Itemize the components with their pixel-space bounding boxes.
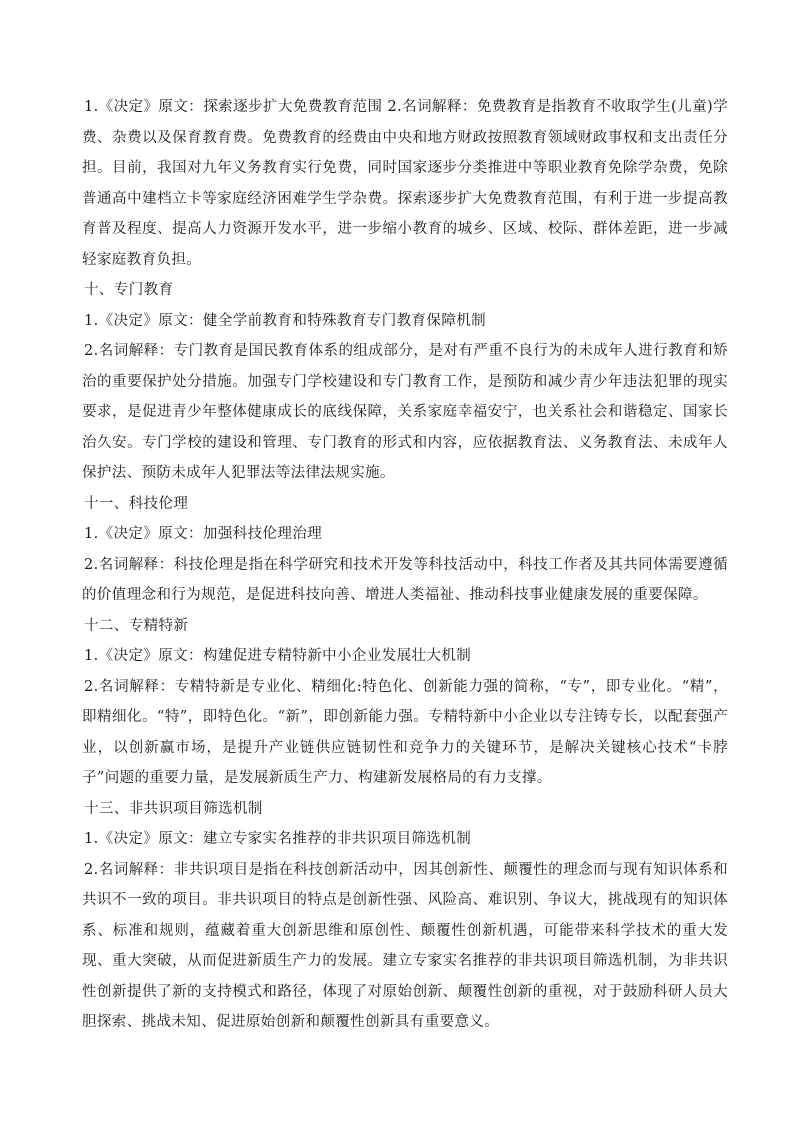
paragraph-definition-12: 2.名词解释：专精特新是专业化、精细化:特色化、创新能力强的简称，“专”，即专业化。“精”，即精细化。“特”，即特色化。“新”，即创新能力强。专精特新中小企业以专注铸专长，以配套强产业，以创新赢市场，是提升产业链供应链韧性和竞争力的关键环节，是解决关键核心技术“卡脖子”问题的重要力量，是发展新质生产力、构建新发展格局的有力支撑。: [82, 678, 728, 786]
section-heading-13: 十三、非共识项目筛选机制: [84, 800, 263, 817]
paragraph-definition-13: 2.名词解释：非共识项目是指在科技创新活动中，因其创新性、颠覆性的理念而与现有知识体系和共识不一致的项目。非共识项目的特点是创新性强、风险高、难识别、争议大，挑战现有的知识体系、标准和规则，蕴藏着重大创新思维和原创性、颠覆性创新机遇，可能带来科学技术的重大发现、重大突破，从而促进新质生产力的发展。建立专家实名推荐的非共识项目筛选机制，为非共识性创新提供了新的支持模式和路径，体现了对原始创新、颠覆性创新的重视，对于鼓励科研人员大胆探索、挑战未知、促进原始创新和颠覆性创新具有重要意义。: [82, 861, 728, 1030]
paragraph-definition-10: 2.名词解释：专门教育是国民教育体系的组成部分，是对有严重不良行为的未成年人进行教育和矫治的重要保护处分措施。加强专门学校建设和专门教育工作，是预防和减少青少年违法犯罪的现实要求，是促进青少年整体健康成长的底线保障，关系家庭幸福安宁，也关系社会和谐稳定、国家长治久安。专门学校的建设和管理、专门教育的形式和内容，应依据教育法、义务教育法、未成年人保护法、预防未成年人犯罪法等法律法规实施。: [82, 343, 728, 481]
paragraph-free-education: 1.《决定》原文：探索逐步扩大免费教育范围 2.名词解释：免费教育是指教育不收取学生(儿童)学费、杂费以及保育教育费。免费教育的经费由中央和地方财政按照教育领域财政事权和支出责任分担。目前，我国对九年义务教育实行免费，同时国家逐步分类推进中等职业教育免除学杂费，免除普通高中建档立卡等家庭经济困难学生学杂费。探索逐步扩大免费教育范围，有利于进一步提高教育普及程度、提高人力资源开发水平，进一步缩小教育的城乡、区域、校际、群体差距，进一步减轻家庭教育负担。: [82, 99, 728, 268]
section-heading-10: 十、专门教育: [84, 282, 174, 298]
paragraph-decision-13: 1.《决定》原文：建立专家实名推荐的非共识项目筛选机制: [84, 831, 472, 847]
paragraph-decision-11: 1.《决定》原文：加强科技伦理治理: [84, 526, 323, 542]
paragraph-decision-12: 1.《决定》原文：构建促进专精特新中小企业发展壮大机制: [84, 648, 472, 664]
paragraph-decision-10: 1.《决定》原文：健全学前教育和特殊教育专门教育保障机制: [84, 312, 487, 329]
section-heading-11: 十一、科技伦理: [84, 495, 189, 512]
section-heading-12: 十二、专精特新: [84, 617, 189, 634]
paragraph-definition-11: 2.名词解释：科技伦理是指在科学研究和技术开发等科技活动中，科技工作者及其共同体需要遵循的价值理念和行为规范，是促进科技向善、增进人类福祉、推动科技事业健康发展的重要保障。: [82, 556, 728, 603]
